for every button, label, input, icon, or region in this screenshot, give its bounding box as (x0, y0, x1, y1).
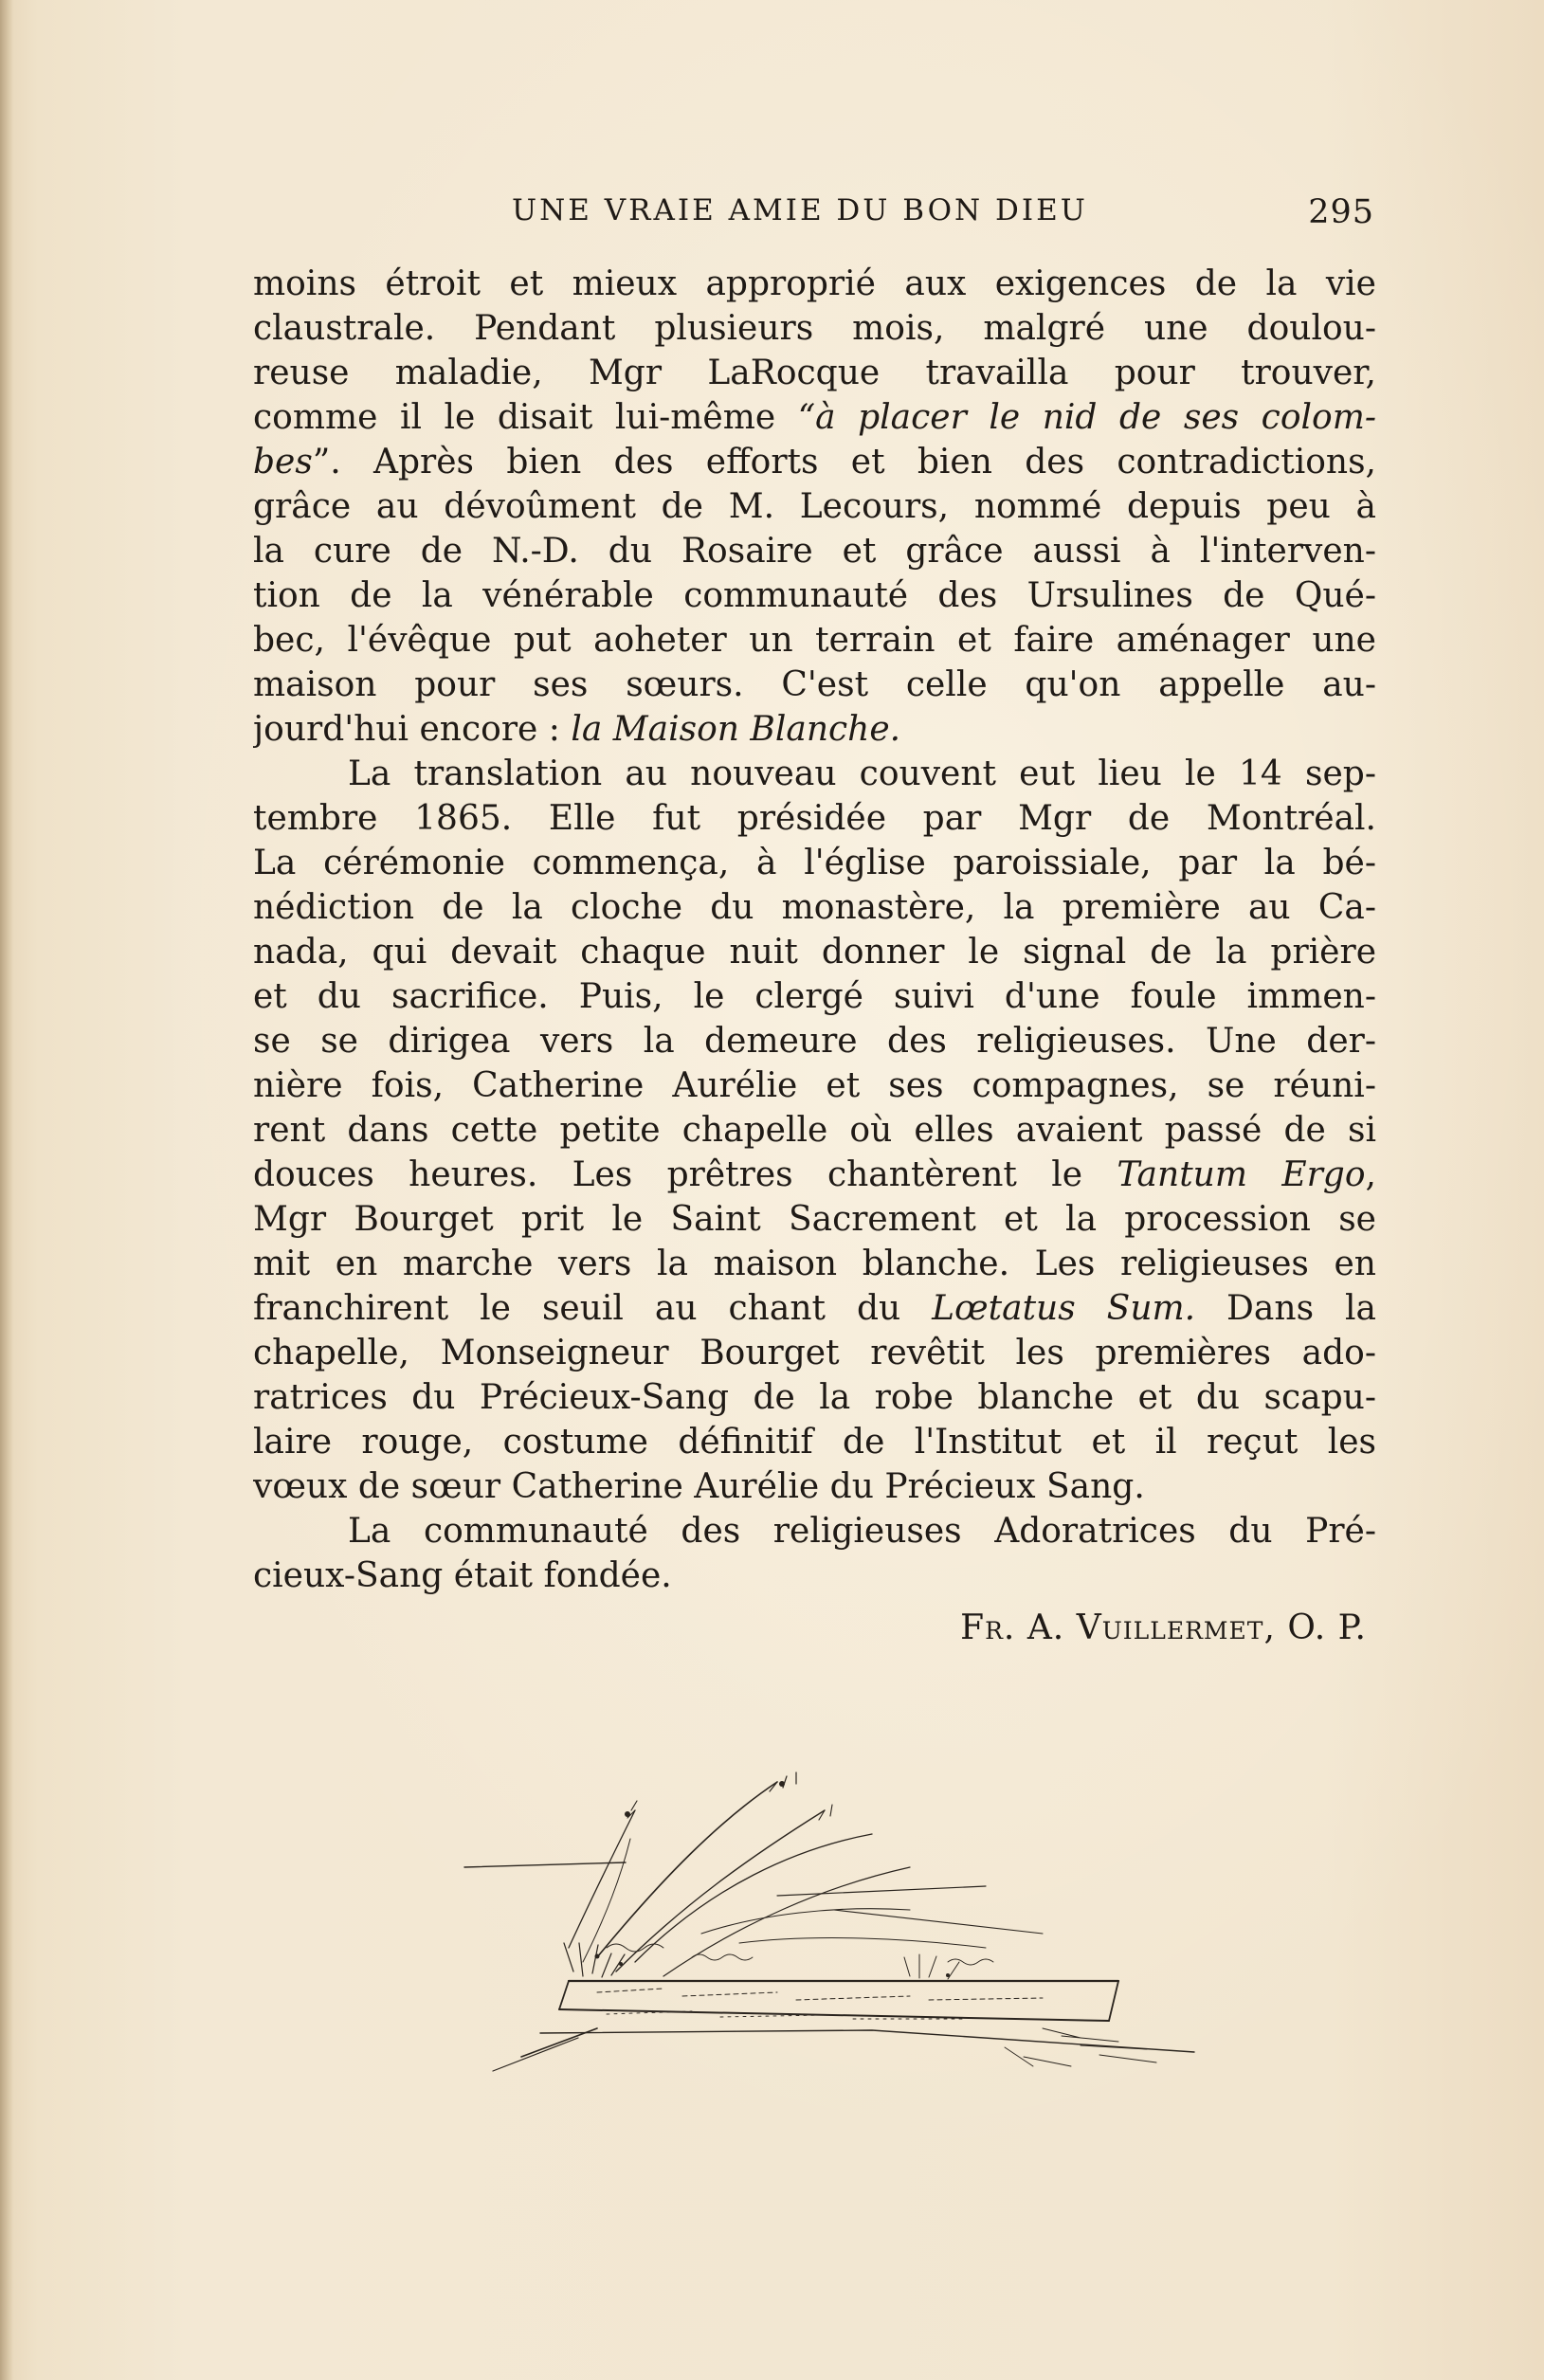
text-segment: , (1365, 1155, 1376, 1194)
text-line: bec, l'évêque put aoheter un terrain et faire aménager une (253, 621, 1376, 660)
text-line: nada, qui devait chaque nuit donner le signal de la prière (253, 933, 1376, 972)
text-line (253, 440, 1376, 484)
text-line: nédiction de la cloche du monastère, la première au Ca- (253, 888, 1376, 927)
text-line (253, 1286, 1376, 1331)
text-line: rent dans cette petite chapelle où elles avaient passé de si (253, 1111, 1376, 1150)
text-line: la cure de N.-D. du Rosaire et grâce aussi à l'interven- (253, 532, 1376, 571)
author-signature (253, 1606, 1376, 1650)
italic-quote: “à placer le nid de ses colom- (797, 398, 1376, 437)
text-segment: ”. Après bien des efforts et bien des contradictions, (312, 443, 1376, 481)
italic-quote: bes (253, 443, 313, 481)
text-line: La translation au nouveau couvent eut lieu le 14 sep- (348, 754, 1376, 793)
text-segment: douces heures. Les prêtres chantèrent le (253, 1155, 1117, 1194)
body-text (253, 262, 1376, 1650)
text-line: tion de la vénérable communauté des Ursulines de Qué- (253, 576, 1376, 615)
text-line (253, 1153, 1376, 1197)
italic-hymn-title: Tantum Ergo (1117, 1155, 1366, 1194)
page-gutter-edge (0, 0, 13, 2380)
text-line: vœux de sœur Catherine Aurélie du Précieux Sang. (253, 1467, 1145, 1506)
text-line: claustrale. Pendant plusieurs mois, malgré une doulou- (253, 309, 1376, 348)
text-segment: jourd'hui encore : (253, 710, 572, 749)
italic-house-name: la Maison Blanche. (571, 710, 901, 749)
signature-text: Fr. A. Vuillermet, O. P. (960, 1608, 1367, 1647)
text-line: chapelle, Monseigneur Bourget revêtit les premières ado- (253, 1334, 1376, 1372)
running-title: UNE VRAIE AMIE DU BON DIEU (512, 193, 1088, 227)
text-line: se se dirigea vers la demeure des religieuses. Une der- (253, 1022, 1376, 1061)
text-line: ratrices du Précieux-Sang de la robe blanche et du scapu- (253, 1378, 1376, 1417)
text-line: reuse maladie, Mgr LaRocque travailla pour trouver, (253, 354, 1376, 392)
text-line: tembre 1865. Elle fut présidée par Mgr de Montréal. (253, 799, 1376, 838)
text-line: nière fois, Catherine Aurélie et ses compagnes, se réuni- (253, 1066, 1376, 1105)
text-segment: Dans la (1195, 1289, 1376, 1328)
text-line: laire rouge, costume définitif de l'Institut et il reçut les (253, 1423, 1376, 1462)
text-line: et du sacrifice. Puis, le clergé suivi d'une foule immen- (253, 977, 1376, 1016)
italic-hymn-title: Lœtatus Sum. (932, 1289, 1196, 1328)
text-line: Mgr Bourget prit le Saint Sacrement et la procession se (253, 1200, 1376, 1239)
running-head (512, 193, 1384, 241)
text-segment: franchirent le seuil au chant du (253, 1289, 933, 1328)
text-segment: comme il le disait lui-même (253, 398, 798, 437)
text-line: cieux-Sang était fondée. (253, 1556, 672, 1595)
page-number: 295 (1308, 193, 1374, 231)
text-line: La cérémonie commença, à l'église paroissiale, par la bé- (253, 844, 1376, 882)
text-line: mit en marche vers la maison blanche. Les religieuses en (253, 1245, 1376, 1283)
text-line: maison pour ses sœurs. C'est celle qu'on appelle au- (253, 665, 1376, 704)
text-line (253, 395, 1376, 440)
text-line: La communauté des religieuses Adoratrices du Pré- (348, 1512, 1376, 1551)
tailpiece-vignette (379, 1744, 1289, 2114)
text-line: moins étroit et mieux approprié aux exigences de la vie (253, 264, 1376, 303)
text-line: grâce au dévoûment de M. Lecours, nommé depuis peu à (253, 487, 1376, 526)
text-line (253, 707, 1376, 752)
